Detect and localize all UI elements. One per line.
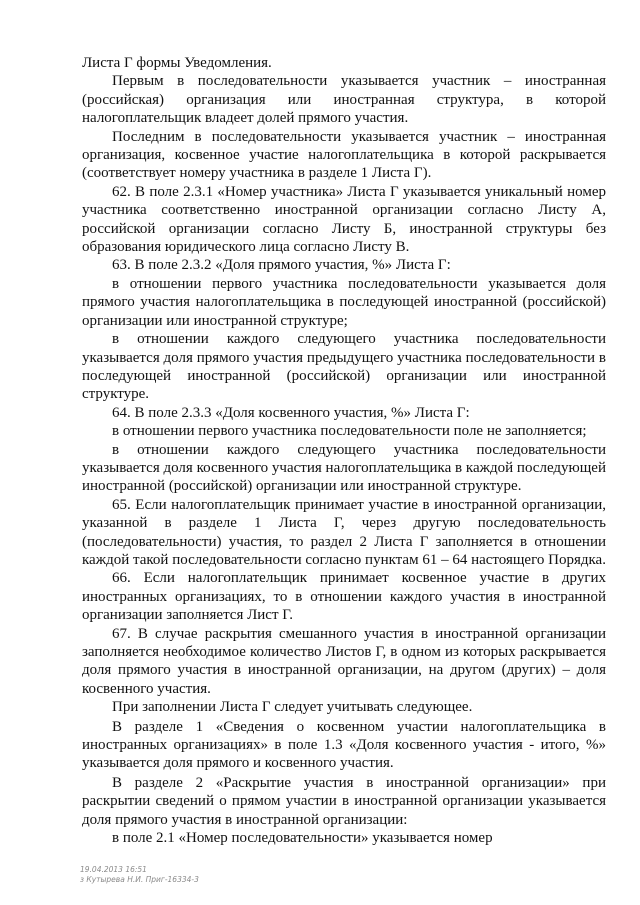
paragraph: 65. Если налогоплательщик принимает участие в иностранной организации, указанной в разделе 1 Листа Г, через другую последовательность (последовательности) участия, то раздел 2 Листа Г заполняется в отношении каждой такой последовательности согласно пунктам 61 – 64 настоящего Порядка. — [82, 496, 606, 568]
paragraph: 62. В поле 2.3.1 «Номер участника» Листа Г указывается уникальный номер участника соответственно иностранной организации согласно Листу А, российской организации согласно Листу Б, иностранной структуры без образования юридического лица согласно Листу В. — [82, 183, 606, 256]
paragraph: В разделе 2 «Раскрытие участия в иностранной организации» при раскрытии сведений о прямом участии в иностранной организации указывается доля прямого участия в иностранной организации: — [82, 774, 606, 828]
paragraph: 64. В поле 2.3.3 «Доля косвенного участия, %» Листа Г: — [112, 404, 470, 421]
footer-timestamp: 19.04.2013 16:51 — [80, 865, 147, 874]
paragraph: В разделе 1 «Сведения о косвенном участии налогоплательщика в иностранных организациях» в поле 1.3 «Доля косвенного участия - итого, %» указывается доля прямого и косвенного участия. — [82, 718, 606, 772]
paragraph: Последним в последовательности указывается участник – иностранная организация, косвенное участие налогоплательщика в которой раскрывается (соответствует номеру участника в разделе 1 Листа Г). — [82, 128, 606, 182]
paragraph: в отношении первого участника последовательности поле не заполняется; — [112, 423, 587, 440]
paragraph: 63. В поле 2.3.2 «Доля прямого участия, %» Листа Г: — [112, 257, 451, 274]
footer-author-line: з Кутырева Н.И. Приг-16334-3 — [80, 875, 199, 884]
paragraph: Первым в последовательности указывается участник – иностранная (российская) организация или иностранная структура, в которой налогоплательщик владеет долей прямого участия. — [82, 73, 606, 127]
paragraph: в отношении первого участника последовательности указывается доля прямого участия налогоплательщика в последующей иностранной (российской) организации или иностранной структуре; — [82, 275, 606, 329]
paragraph: в отношении каждого следующего участника последовательности указывается доля косвенного участия налогоплательщика в каждой последующей иностранной (российской) организации или иностранной структуре. — [82, 441, 606, 495]
paragraph: При заполнении Листа Г следует учитывать следующее. — [112, 699, 473, 716]
page-footer-stamp — [80, 865, 199, 885]
paragraph: Листа Г формы Уведомления. — [82, 55, 272, 71]
paragraph: в поле 2.1 «Номер последовательности» указывается номер — [112, 830, 493, 847]
paragraph: в отношении каждого следующего участника последовательности указывается доля прямого участия предыдущего участника последовательности в последующей иностранной (российской) организации или иностранной структуре. — [82, 331, 606, 403]
paragraph: 67. В случае раскрытия смешанного участия в иностранной организации заполняется необходимое количество Листов Г, в одном из которых раскрывается доля прямого участия в иностранной организации, на другом (других) – доля косвенного участия. — [82, 625, 606, 697]
paragraph: 66. Если налогоплательщик принимает косвенное участие в других иностранных организациях, то в отношении каждого участия в иностранной организации заполняется Лист Г. — [82, 570, 606, 624]
document-body — [82, 54, 606, 847]
